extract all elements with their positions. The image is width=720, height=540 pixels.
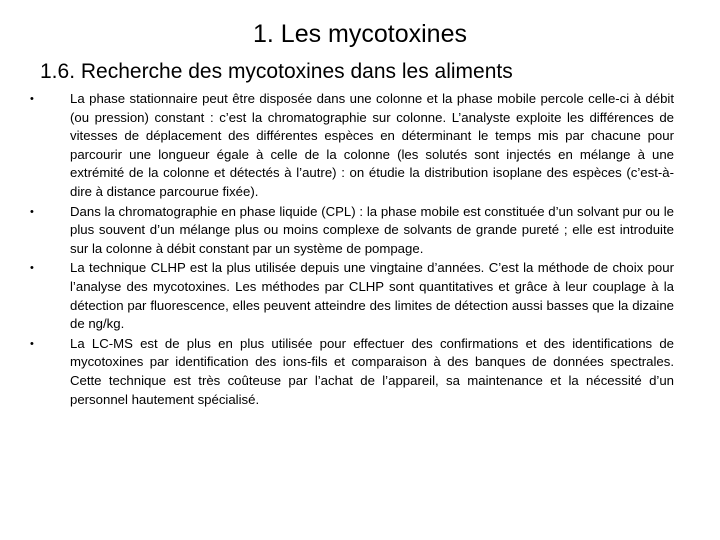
bullet-icon: • (30, 205, 34, 218)
bullet-icon: • (30, 93, 34, 105)
bullet-text: Dans la chromatographie en phase liquide (CPL) : la phase mobile est constituée d’un solvant pur ou le plus souvent d’un mélange plus ou moins complexe de solvants de grande pureté ; elle est introduite sur la colonne à débit constant par un système de pompage. (70, 203, 674, 256)
bullet-item-stationary-phase (28, 90, 674, 202)
bullet-item-clhp (28, 259, 674, 333)
bullet-text: La LC-MS est de plus en plus utilisée pour effectuer des confirmations et des identifications de mycotoxines par identification des ions-fils et comparaison à des banques de données spectrales. Cette technique est très coûteuse par l’achat de l’appareil, sa maintenance et la nécessité d’un personnel hautement spécialisé. (70, 335, 674, 407)
bullet-text: La phase stationnaire peut être disposée dans une colonne et la phase mobile percole celle-ci à débit (ou pression) constant : c’est la chromatographie sur colonne. L’analyste exploite les différences de vitesses de déplacement des différentes espèces en déterminant le temps mis par chacune pour parcourir une longueur égale à celle de la colonne (les solutés sont injectés en mélange à une extrémité de la colonne et détectés à l’autre) : on étudie la distribution isoplane des espèces (c’est-à-dire à distance parcourue fixée). (70, 91, 674, 199)
bullet-icon: • (30, 337, 34, 350)
bullet-list (28, 90, 674, 410)
bullet-text: La technique CLHP est la plus utilisée depuis une vingtaine d’années. C’est la méthode de choix pour l’analyse des mycotoxines. Les méthodes par CLHP sont quantitatives et grâce à leur couplage à la détection par fluorescence, elles peuvent atteindre des limites de détection aussi basses que la dizaine de ng/kg. (70, 260, 674, 332)
bullet-icon: • (30, 262, 34, 275)
slide-subtitle: 1.6. Recherche des mycotoxines dans les aliments (40, 60, 513, 83)
bullet-item-cpl (28, 203, 674, 259)
bullet-item-lc-ms (28, 335, 674, 409)
slide-title: 1. Les mycotoxines (253, 20, 467, 48)
